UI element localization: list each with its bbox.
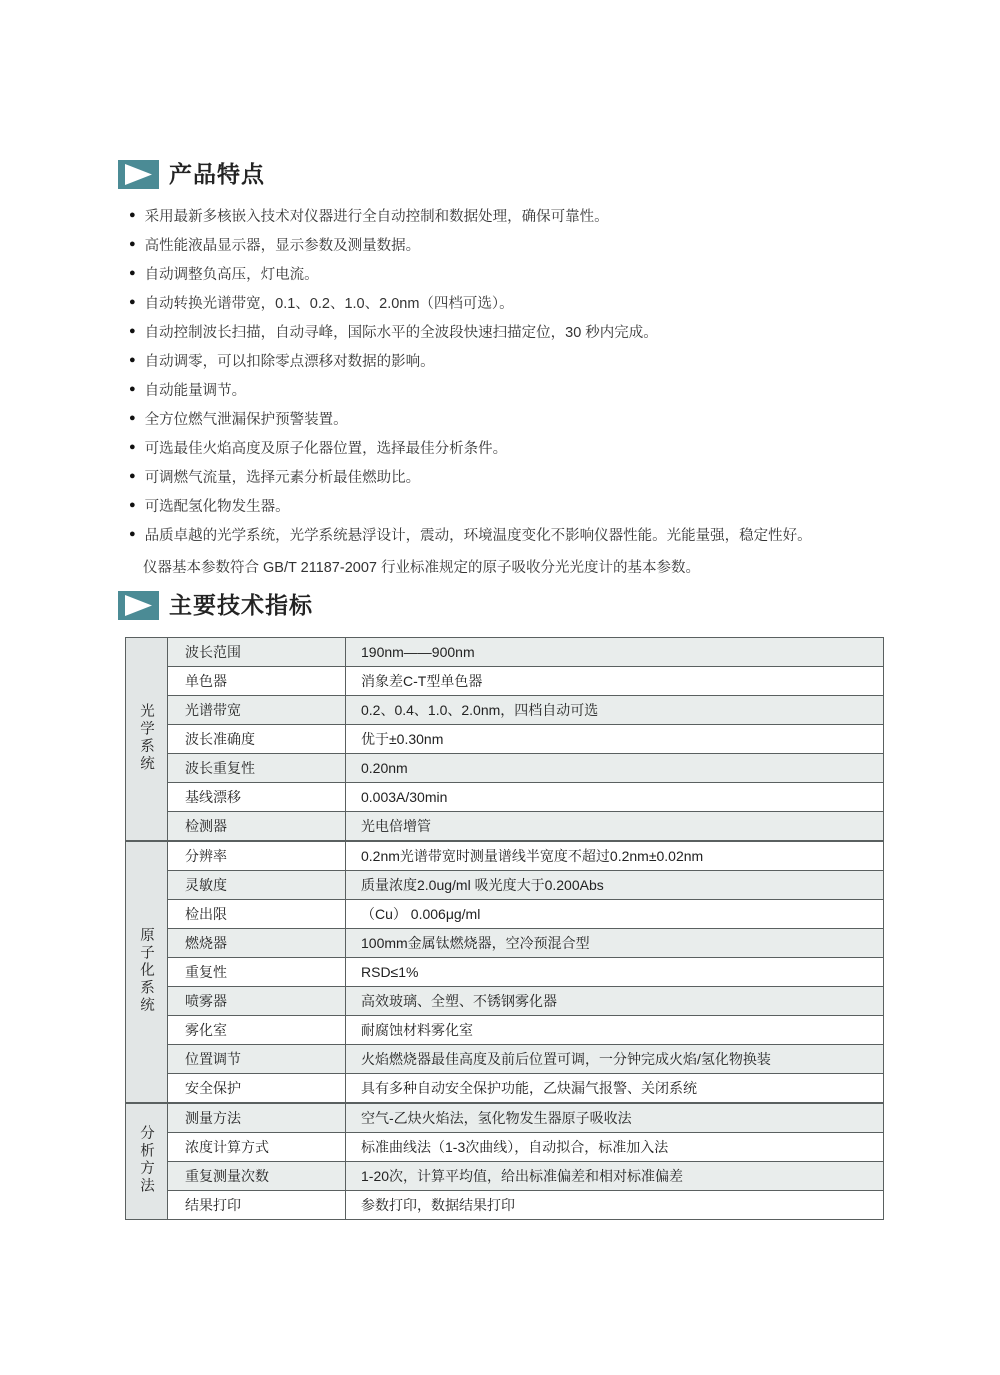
table-row (126, 1074, 884, 1104)
table-row (126, 1191, 884, 1220)
bullet-icon: ● (129, 412, 136, 424)
feature-item (129, 375, 812, 404)
table-row (126, 900, 884, 929)
spec-param-cell: 光谱带宽 (168, 696, 346, 725)
spec-value-cell: 消象差C-T型单色器 (346, 667, 884, 696)
feature-item (129, 317, 812, 346)
spec-param-cell: 单色器 (168, 667, 346, 696)
spec-value-cell: 高效玻璃、全塑、不锈钢雾化器 (346, 987, 884, 1016)
spec-param-cell: 雾化室 (168, 1016, 346, 1045)
spec-param-cell: 浓度计算方式 (168, 1133, 346, 1162)
table-row (126, 1016, 884, 1045)
specs-section-header (118, 590, 313, 620)
feature-text: 自动转换光谱带宽，0.1、0.2、1.0、2.0nm（四档可选）。 (144, 296, 514, 312)
bullet-icon: ● (129, 383, 136, 395)
table-row (126, 987, 884, 1016)
feature-item (129, 520, 812, 549)
spec-param-cell: 结果打印 (168, 1191, 346, 1220)
spec-value-cell: 参数打印，数据结果打印 (346, 1191, 884, 1220)
spec-group-label: 分析方法 (138, 1125, 154, 1195)
spec-param-cell: 波长范围 (168, 638, 346, 667)
standards-note: 仪器基本参数符合 GB/T 21187-2007 行业标准规定的原子吸收分光光度计的基本参数。 (143, 560, 700, 576)
arrow-icon (118, 591, 159, 620)
spec-param-cell: 基线漂移 (168, 783, 346, 812)
table-row (126, 812, 884, 842)
feature-text: 全方位燃气泄漏保护预警装置。 (144, 412, 348, 428)
spec-value-cell: 空气-乙炔火焰法，氢化物发生器原子吸收法 (346, 1103, 884, 1133)
feature-text: 采用最新多核嵌入技术对仪器进行全自动控制和数据处理，确保可靠性。 (144, 209, 609, 225)
spec-param-cell: 灵敏度 (168, 871, 346, 900)
spec-value-cell: 0.003A/30min (346, 783, 884, 812)
spec-value-cell: 0.2nm光谱带宽时测量谱线半宽度不超过0.2nm±0.02nm (346, 841, 884, 871)
spec-group-cell (126, 638, 168, 842)
table-row (126, 667, 884, 696)
spec-param-cell: 波长重复性 (168, 754, 346, 783)
table-row (126, 929, 884, 958)
spec-param-cell: 喷雾器 (168, 987, 346, 1016)
spec-value-cell: 耐腐蚀材料雾化室 (346, 1016, 884, 1045)
table-row (126, 783, 884, 812)
feature-text: 自动调零，可以扣除零点漂移对数据的影响。 (144, 354, 435, 370)
spec-group-label: 光学系统 (138, 702, 154, 773)
bullet-icon: ● (129, 296, 136, 308)
bullet-icon: ● (129, 209, 136, 221)
bullet-icon: ● (129, 238, 136, 250)
feature-text: 自动调整负高压，灯电流。 (144, 267, 319, 283)
feature-item (129, 346, 812, 375)
spec-value-cell: 具有多种自动安全保护功能，乙炔漏气报警、关闭系统 (346, 1074, 884, 1104)
feature-item (129, 288, 812, 317)
bullet-icon: ● (129, 528, 136, 540)
spec-value-cell: 1-20次，计算平均值，给出标准偏差和相对标准偏差 (346, 1162, 884, 1191)
spec-value-cell: 标准曲线法（1-3次曲线），自动拟合，标准加入法 (346, 1133, 884, 1162)
table-row (126, 958, 884, 987)
table-row (126, 754, 884, 783)
spec-param-cell: 重复性 (168, 958, 346, 987)
feature-item (129, 462, 812, 491)
spec-group-label: 原子化系统 (138, 926, 154, 1015)
spec-param-cell: 重复测量次数 (168, 1162, 346, 1191)
table-row (126, 871, 884, 900)
features-title: 产品特点 (169, 161, 265, 187)
spec-param-cell: 检出限 (168, 900, 346, 929)
feature-item (129, 433, 812, 462)
feature-item (129, 201, 812, 230)
spec-param-cell: 位置调节 (168, 1045, 346, 1074)
feature-text: 自动能量调节。 (144, 383, 247, 399)
bullet-icon: ● (129, 499, 136, 511)
feature-list (129, 201, 812, 549)
feature-item (129, 230, 812, 259)
spec-value-cell: 光电倍增管 (346, 812, 884, 842)
feature-item (129, 491, 812, 520)
spec-value-cell: 100mm金属钛燃烧器，空冷预混合型 (346, 929, 884, 958)
arrow-icon (118, 160, 159, 189)
spec-value-cell: 优于±0.30nm (346, 725, 884, 754)
spec-group-cell (126, 1103, 168, 1220)
table-row (126, 638, 884, 667)
spec-value-cell: （Cu） 0.006μg/ml (346, 900, 884, 929)
specs-title: 主要技术指标 (169, 592, 313, 618)
feature-text: 可选最佳火焰高度及原子化器位置，选择最佳分析条件。 (144, 441, 508, 457)
spec-value-cell: 0.20nm (346, 754, 884, 783)
spec-value-cell: 190nm——900nm (346, 638, 884, 667)
spec-table (125, 637, 884, 1220)
bullet-icon: ● (129, 267, 136, 279)
spec-value-cell: 质量浓度2.0ug/ml 吸光度大于0.200Abs (346, 871, 884, 900)
spec-param-cell: 测量方法 (168, 1103, 346, 1133)
table-row (126, 1162, 884, 1191)
bullet-icon: ● (129, 470, 136, 482)
table-row (126, 1045, 884, 1074)
table-row (126, 1103, 884, 1133)
table-row (126, 725, 884, 754)
bullet-icon: ● (129, 325, 136, 337)
feature-text: 品质卓越的光学系统，光学系统悬浮设计，震动，环境温度变化不影响仪器性能。光能量强，稳定性好。 (144, 528, 812, 544)
spec-value-cell: 火焰燃烧器最佳高度及前后位置可调，一分钟完成火焰/氢化物换装 (346, 1045, 884, 1074)
spec-param-cell: 分辨率 (168, 841, 346, 871)
bullet-icon: ● (129, 354, 136, 366)
spec-param-cell: 燃烧器 (168, 929, 346, 958)
spec-group-cell (126, 841, 168, 1103)
spec-param-cell: 检测器 (168, 812, 346, 842)
spec-value-cell: 0.2、0.4、1.0、2.0nm，四档自动可选 (346, 696, 884, 725)
spec-param-cell: 安全保护 (168, 1074, 346, 1104)
feature-item (129, 404, 812, 433)
features-section-header (118, 159, 265, 189)
feature-item (129, 259, 812, 288)
feature-text: 高性能液晶显示器，显示参数及测量数据。 (144, 238, 421, 254)
table-row (126, 696, 884, 725)
feature-text: 自动控制波长扫描，自动寻峰，国际水平的全波段快速扫描定位，30 秒内完成。 (144, 325, 658, 341)
bullet-icon: ● (129, 441, 136, 453)
table-row (126, 841, 884, 871)
spec-value-cell: RSD≤1% (346, 958, 884, 987)
feature-text: 可选配氢化物发生器。 (144, 499, 290, 515)
spec-param-cell: 波长准确度 (168, 725, 346, 754)
table-row (126, 1133, 884, 1162)
feature-text: 可调燃气流量，选择元素分析最佳燃助比。 (144, 470, 421, 486)
